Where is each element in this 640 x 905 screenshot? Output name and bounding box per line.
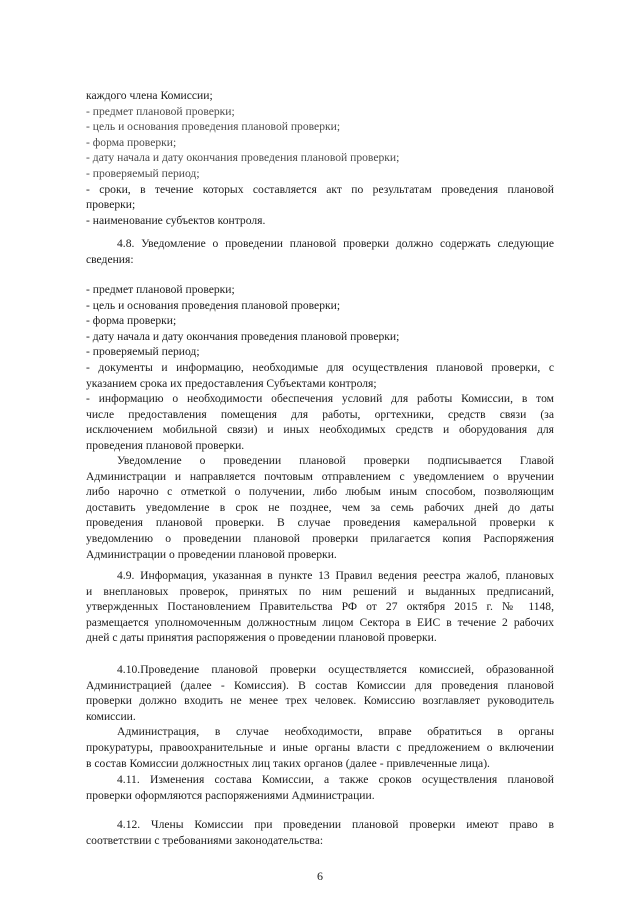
paragraph-line: дней с даты принятия распоряжения о проведении плановой проверки. — [86, 631, 437, 645]
text-line: проверки; — [86, 198, 136, 212]
paragraph-line: Уведомление о проведении плановой проверки подписывается Главой — [117, 454, 554, 467]
list-item: - предмет плановой проверки; — [86, 104, 235, 118]
paragraph-line: уведомлению о проведении плановой проверки прилагается копия Распоряжения — [86, 531, 554, 545]
paragraph-line: 4.11. Изменения состава Комиссии, а также сроков осуществления плановой — [117, 773, 554, 786]
inspection-order-contents-list — [86, 88, 554, 228]
paragraph-line: 4.12. Члены Комиссии при проведении плановой проверки имеют право в — [117, 818, 554, 831]
paragraph-4-10 — [86, 662, 554, 771]
paragraph-line: Администрацией (далее - Комиссия). В состав Комиссии для проведения плановой — [86, 678, 554, 692]
list-item: - наименование субъектов контроля. — [86, 213, 266, 227]
paragraph-4-8 — [86, 236, 554, 267]
list-item: - документы и информацию, необходимые для осуществления плановой проверки, с — [86, 360, 554, 374]
notice-contents-list — [86, 282, 554, 454]
list-item: - форма проверки; — [86, 135, 177, 149]
paragraph-line: Администрации и направляется почтовым отправлением с уведомлением о вручении — [86, 469, 554, 483]
paragraph-line: утвержденных Постановлением Правительства РФ от 27 октября 2015 г. № 1148, — [86, 600, 554, 614]
paragraph-line: прокуратуры, правоохранительные и иные органы власти с предложением о включении — [86, 740, 554, 754]
list-item: - форма проверки; — [86, 314, 177, 328]
paragraph-4-11 — [86, 772, 554, 803]
text-line: каждого члена Комиссии; — [86, 89, 213, 102]
paragraph-line: проведения плановой проверки. В случае проведения камеральной проверки к — [86, 516, 554, 530]
paragraph-line: в состав Комиссии должностных лиц таких органов (далее - привлеченные лица). — [86, 756, 490, 770]
paragraph-line: проверки оформляются распоряжениями Администрации. — [86, 788, 375, 802]
list-item: - проверяемый период; — [86, 166, 200, 180]
paragraph-4-12 — [86, 817, 554, 848]
text-line: числе предоставления помещения для работы, оргтехники, средств связи (за — [86, 407, 554, 421]
paragraph-4-9 — [86, 568, 554, 646]
paragraph-line: Администрация, в случае необходимости, вправе обратиться в органы — [117, 725, 554, 739]
paragraph-line: либо нарочно с отметкой о получении, либо любым иным способом, позволяющим — [86, 485, 554, 499]
paragraph-line: проверки должно входить не менее трех человек. Комиссию возглавляет руководитель — [86, 694, 554, 708]
text-line: исключением мобильной связи) и иных необходимых средств и оборудования для — [86, 423, 554, 437]
page-number: 6 — [317, 869, 323, 883]
paragraph-line: 4.9. Информация, указанная в пункте 13 Правил ведения реестра жалоб, плановых — [117, 569, 554, 582]
list-item: - цель и основания проведения плановой проверки; — [86, 298, 341, 312]
list-item: - проверяемый период; — [86, 345, 200, 359]
text-line: проведения плановой проверки. — [86, 438, 245, 452]
text-line: указанием срока их предоставления Субъектами контроля; — [86, 376, 377, 390]
list-item: - сроки, в течение которых составляется акт по результатам проведения плановой — [86, 182, 554, 196]
paragraph-line: и внеплановых проверок, принятых по ним решений и выданных предписаний, — [86, 584, 554, 598]
paragraph-line: 4.10.Проведение плановой проверки осуществляется комиссией, образованной — [117, 663, 554, 676]
list-item: - цель и основания проведения плановой проверки; — [86, 120, 341, 134]
paragraph-line: соответствии с требованиями законодательства: — [86, 833, 324, 847]
notice-paragraph — [86, 453, 554, 562]
list-item: - дату начала и дату окончания проведения плановой проверки; — [86, 151, 400, 165]
paragraph-line: сведения: — [86, 252, 134, 266]
paragraph-line: комиссии. — [86, 709, 136, 723]
paragraph-line: 4.8. Уведомление о проведении плановой проверки должно содержать следующие — [117, 237, 554, 250]
list-item: - дату начала и дату окончания проведения плановой проверки; — [86, 329, 400, 343]
list-item: - информацию о необходимости обеспечения условий для работы Комиссии, в том — [86, 392, 554, 406]
list-item: - предмет плановой проверки; — [86, 283, 235, 296]
paragraph-line: доставить уведомление в срок не позднее, чем за семь рабочих дней до даты — [86, 500, 554, 514]
paragraph-line: размещается уполномоченным должностным лицом Сектора в ЕИС в течение 2 рабочих — [86, 615, 554, 629]
paragraph-line: Администрации о проведении плановой проверки. — [86, 547, 337, 561]
